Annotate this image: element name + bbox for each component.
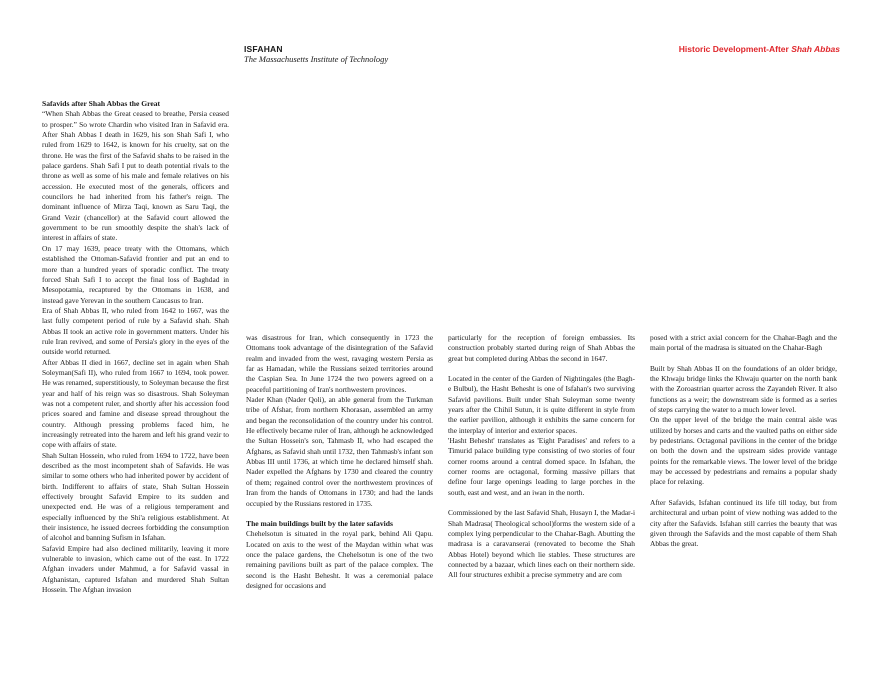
text-column-3 <box>448 333 635 581</box>
section-title <box>679 44 840 54</box>
paragraph: On 17 may 1639, peace treaty with the Ottomans, which established the Ottoman-Safavid frontier and put an end to more than a hundred years of sporadic conflict. The treaty forced Shah Safi I to accept the final loss of Baghdad in Mesopotamia, recaptured by the Ottomans in 1638, and instead gave Yerevan in the southern Caucasus to Iran. <box>42 243 229 305</box>
paragraph: 'Hasht Behesht' translates as 'Eight Paradises' and refers to a Timurid palace building type consisting of two stories of four corner rooms around a central domed space. In Isfahan, the corner rooms are octagonal, forming massive pillars that define four large openings leading to large porches in the south, east and west, and an iwan in the north. <box>448 436 635 497</box>
paragraph: Shah Sultan Hossein, who ruled from 1694 to 1722, have been described as the most incompetent shah of Safavids. He was similar to some others who had inherited power by accident of birth. Indifferent to affairs of state, Shah Sultan Hossein effectively brought Safavid Empire to its sudden and unexpected end. He was of a religious temperament and especially influenced by the Shi'a religious establishment. At their insistence, he issued decrees forbidding the consumption of alcohol and banning Sufism in Isfahan. <box>42 450 229 543</box>
document-title: ISFAHAN <box>244 44 283 54</box>
paragraph: Built by Shah Abbas II on the foundations of an older bridge, the Khwaju bridge links the Khwaju quarter on the north bank with the Zoroastrian quarter across the Zayandeh River. It also functions as a weir; the downstream side is formed as a series of steps carrying the water to a much lower level. <box>650 363 837 415</box>
paragraph: Safavid Empire had also declined militarily, leaving it more vulnerable to invasion, which came out of the east. In 1722 Afghan invaders under Mahmud, a for Safavid vassal in Afghanistan, captured Isfahan and murdered Shah Sultan Hossein. The Afghan invasion <box>42 543 229 595</box>
paragraph: was disastrous for Iran, which consequently in 1723 the Ottomans took advantage of the disintegration of the Safavid realm and invaded from the west, ravaging western Persia as far as Hamadan, while the Russians seized territories around the Caspian Sea. In June 1724 the two powers agreed on a peaceful partitioning of Iran's northwestern provinces. <box>246 333 433 394</box>
text-column-4 <box>650 333 837 550</box>
text-column-2 <box>246 333 433 591</box>
paragraph: “When Shah Abbas the Great ceased to breathe, Persia ceased to prosper.” So wrote Chardin who visited Iran in Safavid era. After Shah Abbas I death in 1629, his son Shah Safi I, who ruled from 1629 to 1642, is known for his cruelty, sat on the throne. He was the first of the Safavid shahs to be raised in the palace gardens. Shah Safi I put to death potential rivals to the throne as well as some of his male and female relatives on his accession. He executed most of the generals, officers and councilors he had inherited from his father's reign. The dominant influence of Mirza Taqi, known as Saru Taqi, the Grand Vezir (chancellor) at the Safavid court allowed the government to be run smoothly despite the shah's lack of interest in affairs of state. <box>42 109 229 243</box>
text-column-1 <box>42 99 229 596</box>
paragraph: After Abbas II died in 1667, decline set in again when Shah Soleyman(Safi II), who ruled from 1667 to 1694, took power. He was renamed, superstitiously, to Soleyman because the first year and half of his reign was so disastrous. Shah Soleyman was not a competent ruler, and shortly after his accession food prices soared and famine and disease spread throughout the country. Although pressing problems faced him, he increasingly retreated into the harem and left his grand vezir to cope with affairs of state. <box>42 357 229 450</box>
section-heading-safavids: Safavids after Shah Abbas the Great <box>42 99 161 108</box>
paragraph: particularly for the reception of foreign embassies. Its construction probably started during reign of Shah Abbas the great but completed during Abbas the second in 1647. <box>448 333 635 363</box>
paragraph: posed with a strict axial concern for the Chahar-Bagh and the main portal of the madrasa is situated on the Chahar-Bagh <box>650 333 837 353</box>
paragraph: On the upper level of the bridge the main central aisle was utilized by horses and carts and the vaulted paths on either side by pedestrians. Octagonal pavilions in the center of the bridge on both the down and the upstream sides provide vantage points for the remarkable views. The lower level of the bridge may be accessed by pedestrians and remains a popular shady place for relaxing. <box>650 415 837 487</box>
paragraph: Commissioned by the last Safavid Shah, Husayn I, the Madar-i Shah Madrasa( Theological school)forms the western side of a complex lying perpendicular to the Chahar-Bagh. Abutting the madrasa is a caravanserai (renovated to become the Shah Abbas Hotel) beyond which lie stables. These structures are connected by a bazaar, which lines each on their northern side. All four structures exhibit a precise symmetry and are com <box>448 508 635 580</box>
paragraph: After Safavids, Isfahan continued its life till today, but from architectural and urban point of view nothing was added to the city after the Safavids. Isfahan still carries the beauty that was given through the Safavids and the most capable of them Shah Abbas the great. <box>650 497 837 549</box>
paragraph: Chehelsotun is situated in the royal park, behind Ali Qapu. Located on axis to the west of the Maydan within what was once the palace gardens, the Chehelsotun is one of the two remaining pavilions built as part of the palace complex. The second is the Hasht Behesht. It was a ceremonial palace designed for occasions and <box>246 529 433 590</box>
paragraph: Located in the center of the Garden of Nightingales (the Bagh-e Bulbul), the Hasht Behesht is one of Isfahan's two surviving Safavid pavilions. Built under Shah Suleyman some twenty years after the Chihil Sutun, it is quite different in style from the earlier pavilion, although it exhibits the same concern for the interplay of interior and exterior spaces. <box>448 374 635 435</box>
section-heading-main-buildings: The main buildings built by the later safavids <box>246 518 393 528</box>
paragraph: Era of Shah Abbas II, who ruled from 1642 to 1667, was the last fully competent period of rule by a Safavid shah. Shah Abbas II took an active role in government matters. Under his rule Iran revived, and some of Persia's glory in the eyes of the outside world returned. <box>42 305 229 357</box>
section-title-prefix: Historic Development-After <box>678 44 792 54</box>
document-subtitle: The Massachusetts Institute of Technology <box>244 54 389 64</box>
paragraph: Nader Khan (Nader Qoli), an able general from the Turkman tribe of Afshar, from northern Khorasan, assembled an army and began the reconsolidation of the country under his control. He effectively became ruler of Iran, although he acknowledged the Sultan Hossein's son, Tahmasb II, who had escaped the Afghans, as Safavid shah until 1732, then Tahmasb's infant son Abbas III until 1736, at which time he declared himself shah. Nader expelled the Afghans by 1730 and cleared the country of them; regained control over the northwestern provinces of Iran from the hands of Ottomans in 1730; and had the lands occupied by the Russians restored in 1735. <box>246 395 433 508</box>
section-title-italic: Shah Abbas <box>791 44 840 54</box>
